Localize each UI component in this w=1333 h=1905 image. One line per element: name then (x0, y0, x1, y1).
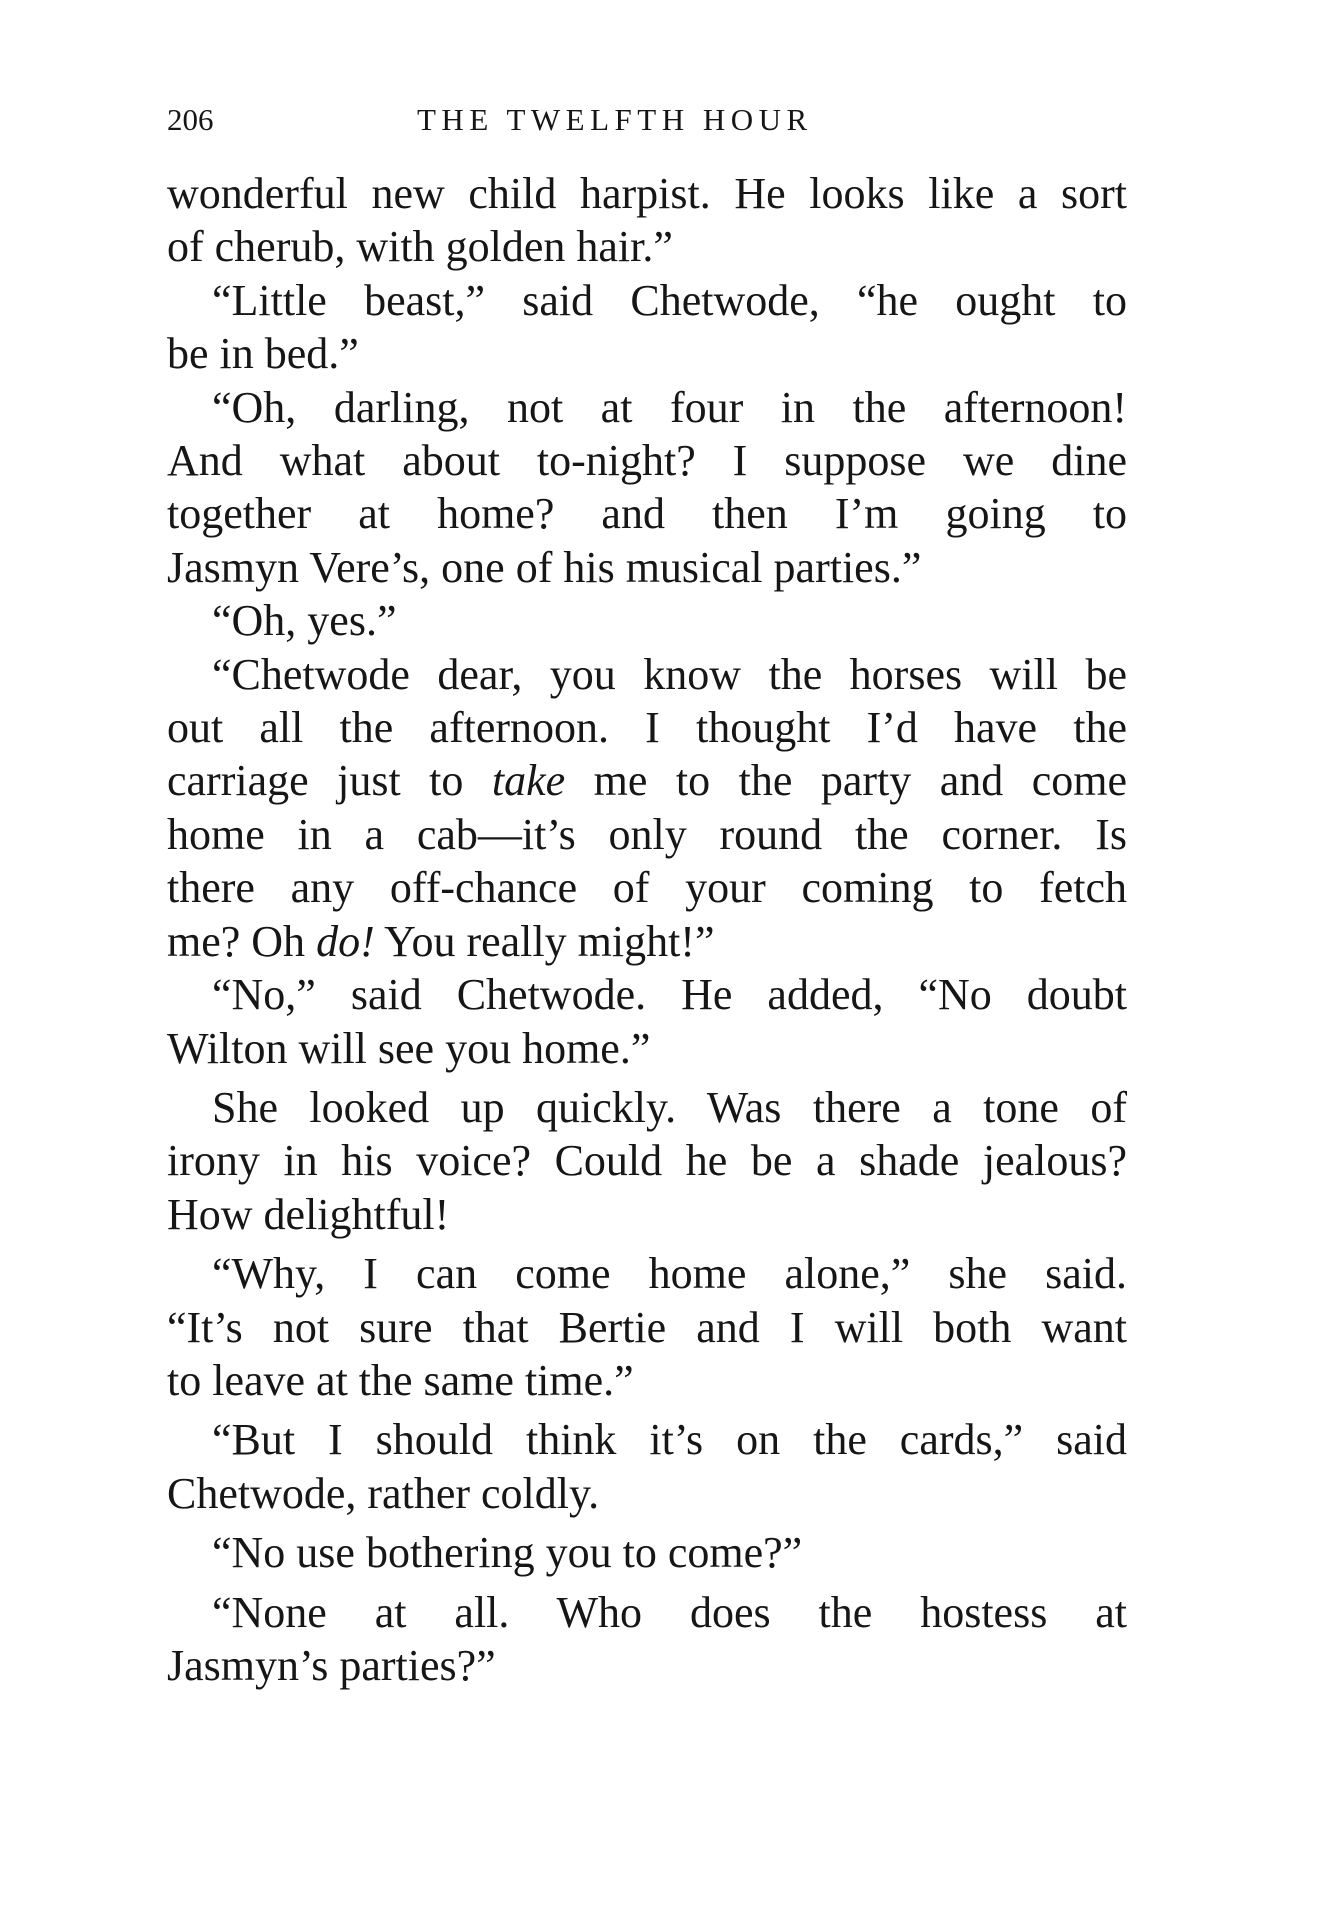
paragraph (167, 381, 1127, 595)
text-fragment: me to the party and come (565, 756, 1128, 806)
text-line: “Little beast,” said Chetwode, “he ought to (212, 275, 1127, 325)
text-line: to leave at the same time.” (167, 1355, 634, 1405)
text-line: irony in his voice? Could he be a shade jealous? (167, 1136, 1127, 1186)
text-line: home in a cab—it’s only round the corner. Is (167, 809, 1127, 859)
text-line: out all the afternoon. I thought I’d have the (167, 703, 1127, 753)
text-line: “Oh, darling, not at four in the afternoon! (212, 382, 1127, 432)
text-fragment: carriage just to (167, 756, 492, 806)
paragraph (167, 1526, 1127, 1579)
text-line: Wilton will see you home.” (167, 1023, 651, 1073)
paragraph (167, 1586, 1127, 1693)
text-line: wonderful new child harpist. He looks like a sort (167, 169, 1127, 218)
text-line: “No,” said Chetwode. He added, “No doubt (212, 970, 1127, 1020)
body-text (167, 167, 1127, 1692)
text-line: “Oh, yes.” (212, 596, 397, 646)
text-line: And what about to-night? I suppose we dine (167, 436, 1127, 486)
text-line: of cherub, with golden hair.” (167, 222, 673, 272)
paragraph (167, 968, 1127, 1075)
paragraph (167, 274, 1127, 381)
paragraph (167, 594, 1127, 647)
text-line: “None at all. Who does the hostess at (212, 1587, 1127, 1637)
text-line: together at home? and then I’m going to (167, 489, 1127, 539)
text-line: “Why, I can come home alone,” she said. (212, 1249, 1127, 1299)
text-line: How delightful! (167, 1189, 450, 1239)
text-line: “No use bothering you to come?” (212, 1528, 803, 1578)
paragraph (167, 167, 1127, 274)
page-number: 206 (167, 102, 214, 137)
text-line: “Chetwode dear, you know the horses will be (212, 649, 1127, 699)
text-fragment: me? Oh (167, 916, 317, 966)
running-head: THE TWELFTH HOUR (417, 102, 813, 137)
paragraph (167, 1081, 1127, 1241)
emphasis-text: take (491, 756, 566, 806)
emphasis-text: do! (316, 916, 375, 966)
text-line: Chetwode, rather coldly. (167, 1468, 600, 1518)
page-header (167, 98, 1127, 142)
text-line (167, 754, 1127, 807)
text-line (167, 915, 1127, 968)
text-line: She looked up quickly. Was there a tone of (212, 1082, 1127, 1132)
text-fragment: You really might!” (374, 916, 715, 966)
text-line: “But I should think it’s on the cards,” said (212, 1415, 1127, 1465)
text-line: Jasmyn Vere’s, one of his musical parties.” (167, 542, 922, 592)
paragraph (167, 1247, 1127, 1407)
text-line: be in bed.” (167, 329, 359, 379)
paragraph (167, 1413, 1127, 1520)
paragraph (167, 648, 1127, 968)
text-line: Jasmyn’s parties?” (167, 1640, 496, 1690)
text-line: there any off-chance of your coming to fetch (167, 863, 1127, 913)
text-line: “It’s not sure that Bertie and I will both want (167, 1302, 1127, 1352)
